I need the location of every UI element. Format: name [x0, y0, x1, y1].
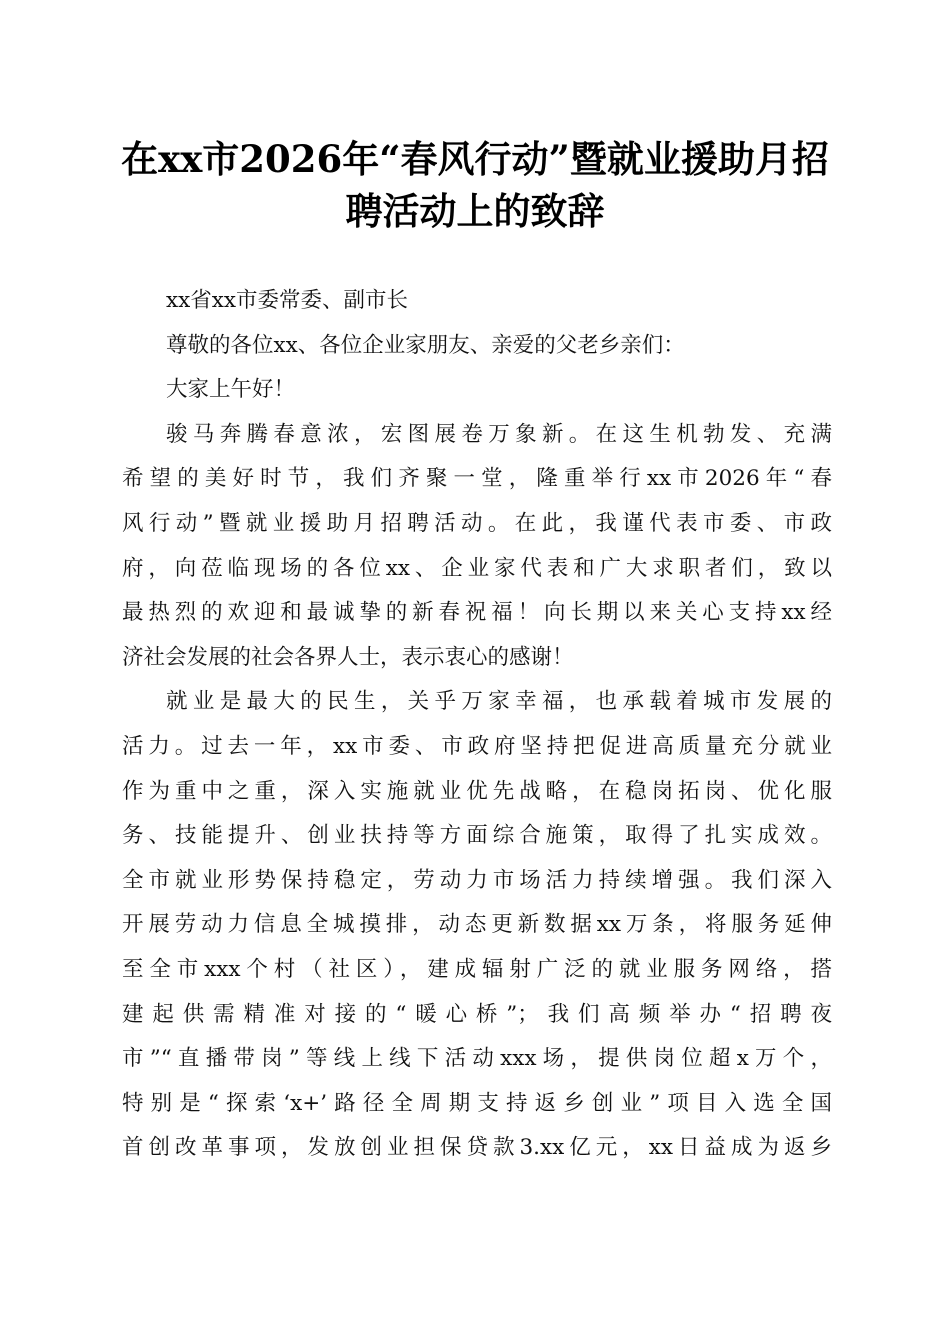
paragraph-2-line: 务、技能提升、创业扶持等方面综合施策，取得了扎实成效。	[122, 823, 832, 849]
paragraph-2-line: 全市就业形势保持稳定，劳动力市场活力持续增强。我们深入	[122, 867, 832, 893]
paragraph-1-line: 最热烈的欢迎和最诚挚的新春祝福！向长期以来关心支持xx经	[122, 600, 832, 626]
paragraph-2-line: 就业是最大的民生，关乎万家幸福，也承载着城市发展的	[166, 689, 832, 715]
document-body	[122, 279, 832, 1171]
paragraph-2-line: 市”“直播带岗”等线上线下活动xxx场，提供岗位超x万个，	[122, 1046, 832, 1072]
paragraph-1-line: 骏马奔腾春意浓，宏图展卷万象新。在这生机勃发、充满	[166, 421, 832, 447]
paragraph-2-line: 首创改革事项，发放创业担保贷款3.xx亿元，xx日益成为返乡	[122, 1135, 832, 1161]
title-line-1: 在xx市2026年“春风行动”暨就业援助月招	[121, 137, 829, 181]
paragraph-1-line: 希望的美好时节，我们齐聚一堂，隆重举行xx市2026年“春	[122, 466, 832, 492]
salutation-line: 尊敬的各位xx、各位企业家朋友、亲爱的父老乡亲们：	[166, 332, 685, 358]
paragraph-2-line: 特别是“探索‘x+’路径全周期支持返乡创业”项目入选全国	[122, 1090, 832, 1116]
paragraph-2-line: 作为重中之重，深入实施就业优先战略，在稳岗拓岗、优化服	[122, 778, 832, 804]
paragraph-1-line: 济社会发展的社会各界人士，表示衷心的感谢！	[122, 644, 574, 670]
title-line-2: 聘活动上的致辞	[345, 189, 605, 233]
paragraph-2-line: 至全市xxx个村（社区），建成辐射广泛的就业服务网络，搭	[122, 956, 832, 982]
paragraph-2-line: 建起供需精准对接的“暖心桥”；我们高频举办“招聘夜	[122, 1001, 832, 1027]
paragraph-1-line: 风行动”暨就业援助月招聘活动。在此，我谨代表市委、市政	[122, 510, 832, 536]
paragraph-2-line: 开展劳动力信息全城摸排，动态更新数据xx万条，将服务延伸	[122, 912, 832, 938]
paragraph-1-line: 府，向莅临现场的各位xx、企业家代表和广大求职者们，致以	[122, 555, 832, 581]
greeting-line: 大家上午好！	[166, 377, 296, 403]
speaker-line: xx省xx市委常委、副市长	[166, 288, 409, 313]
paragraph-2-line: 活力。过去一年，xx市委、市政府坚持把促进高质量充分就业	[122, 733, 832, 759]
document-title	[100, 133, 850, 237]
